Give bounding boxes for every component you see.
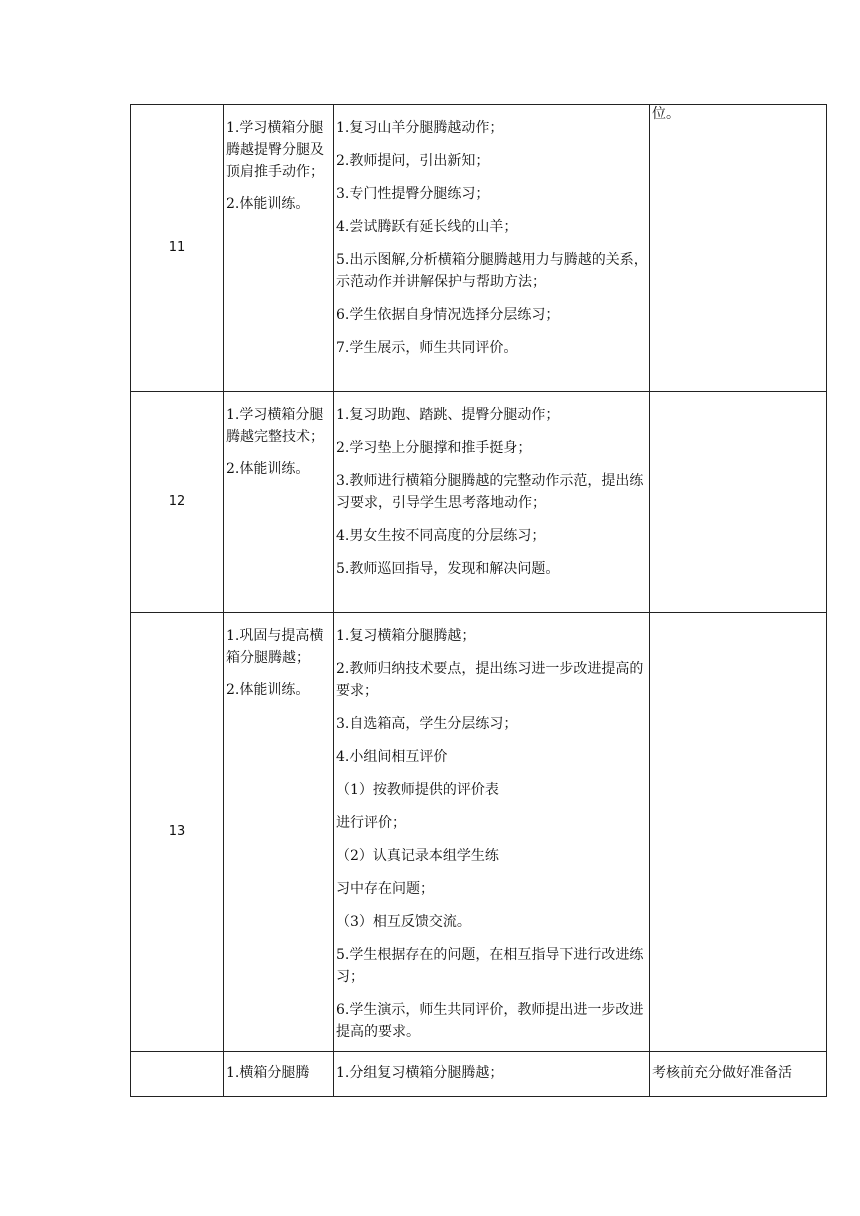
goal-item: 2.体能训练。 [226, 196, 310, 212]
table-row [131, 1051, 826, 1096]
note-cell [650, 1052, 826, 1096]
goal-item: 1.学习横箱分腿腾越完整技术； [226, 407, 324, 445]
step-item: 4.尝试腾跃有延长线的山羊； [336, 219, 518, 235]
step-item: 5.出示图解,分析横箱分腿腾越用力与腾越的关系，示范动作并讲解保护与帮助方法； [336, 252, 648, 290]
lesson-goals [224, 392, 334, 612]
lesson-goals [224, 105, 334, 391]
step-item: （3）相互反馈交流。 [336, 914, 471, 930]
merged-note-cell [649, 105, 826, 1051]
step-item: 7.学生展示，师生共同评价。 [336, 340, 518, 356]
lesson-goals [224, 1052, 334, 1096]
note-text: 位。 [652, 106, 680, 122]
step-item: 1.复习山羊分腿腾越动作； [336, 120, 504, 136]
step-item: 进行评价； [336, 815, 406, 831]
step-item: 2.教师归纳技术要点，提出练习进一步改进提高的要求； [336, 661, 644, 699]
goal-item: 1.横箱分腿腾 [226, 1065, 310, 1081]
lesson-plan-table [130, 104, 827, 1097]
step-item: （1）按教师提供的评价表 [336, 782, 499, 798]
step-item: 6.学生演示，师生共同评价，教师提出进一步改进提高的要求。 [336, 1002, 644, 1040]
lesson-steps [334, 1052, 650, 1096]
step-item: 6.学生依据自身情况选择分层练习； [336, 307, 560, 323]
goal-item: 2.体能训练。 [226, 461, 310, 477]
step-item: 3.自选箱高，学生分层练习； [336, 716, 518, 732]
goal-item: 1.学习横箱分腿腾越提臀分腿及顶肩推手动作； [226, 120, 324, 180]
lesson-number [131, 1052, 224, 1096]
step-item: 1.复习横箱分腿腾越； [336, 628, 476, 644]
note-text: 考核前充分做好准备活 [652, 1065, 792, 1081]
goal-item: 1.巩固与提高横箱分腿腾越； [226, 628, 324, 666]
lesson-goals [224, 613, 334, 1051]
lesson-number: 11 [131, 105, 224, 391]
step-item: 2.教师提问，引出新知； [336, 153, 490, 169]
step-item: 1.复习助跑、踏跳、提臀分腿动作； [336, 407, 560, 423]
step-item: 3.专门性提臀分腿练习； [336, 186, 490, 202]
lesson-steps [334, 105, 650, 391]
lesson-steps [334, 613, 650, 1051]
lesson-steps [334, 392, 650, 612]
step-item: （2）认真记录本组学生练 [336, 848, 499, 864]
step-item: 4.小组间相互评价 [336, 749, 448, 765]
step-item: 3.教师进行横箱分腿腾越的完整动作示范，提出练习要求，引导学生思考落地动作； [336, 473, 644, 511]
step-item: 5.教师巡回指导，发现和解决问题。 [336, 561, 560, 577]
step-item: 4.男女生按不同高度的分层练习； [336, 528, 546, 544]
step-item: 习中存在问题； [336, 881, 434, 897]
step-item: 1.分组复习横箱分腿腾越； [336, 1065, 504, 1081]
lesson-number: 12 [131, 392, 224, 612]
goal-item: 2.体能训练。 [226, 682, 310, 698]
lesson-number: 13 [131, 613, 224, 1051]
step-item: 5.学生根据存在的问题，在相互指导下进行改进练习； [336, 947, 644, 985]
step-item: 2.学习垫上分腿撑和推手挺身； [336, 440, 532, 456]
